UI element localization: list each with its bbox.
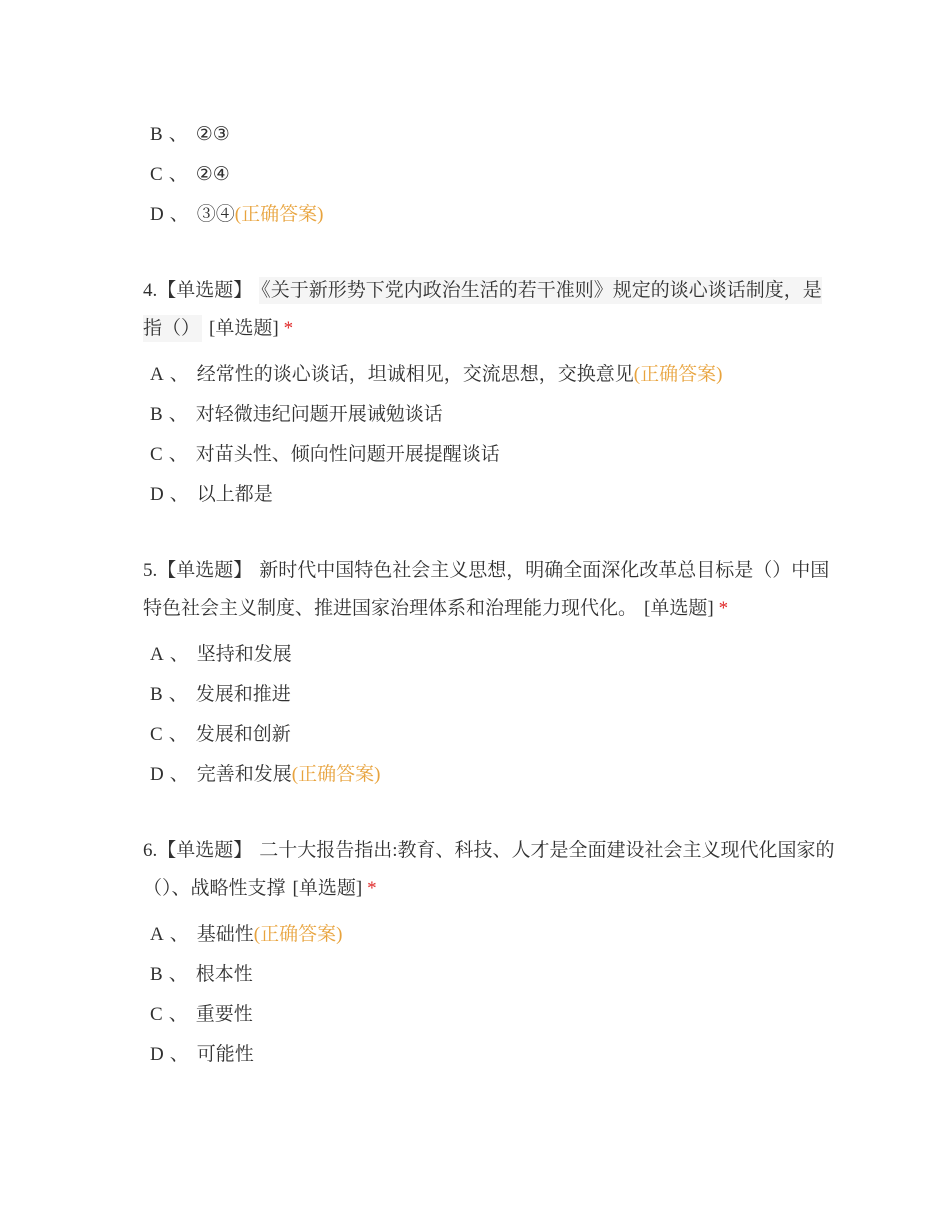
option-row [150,115,838,155]
option-label: C [150,1004,163,1025]
option-label: C [150,164,163,185]
option-label: C [150,444,163,465]
option-separator: 、 [168,444,188,465]
question-type-tag: 【单选题】 [157,560,253,581]
question-number: 6. [143,840,158,861]
option-text: ②③ [195,124,230,145]
option-separator: 、 [168,124,188,145]
question-text-highlighted: 《关于新形势下党内政治生活的若干准则》规定的谈心谈话制度，是指（） [143,277,822,342]
option-label: D [150,484,164,505]
option-separator: 、 [168,1004,188,1025]
correct-answer-tag: (正确答案) [234,204,324,225]
option-row [150,475,838,515]
option-text: 发展和创新 [195,724,291,745]
option-row [150,915,838,955]
option-separator: 、 [169,924,189,945]
quiz-content [143,115,838,1075]
option-row [150,755,838,795]
option-row [150,1035,838,1075]
question-type-suffix: [单选题] [644,598,714,619]
option-row [150,715,838,755]
option-text: 基础性 [196,924,254,945]
required-asterisk: * [367,878,377,899]
option-label: B [150,684,163,705]
option-separator: 、 [168,404,188,425]
question-number: 4. [143,280,158,301]
options-list [143,355,838,515]
correct-answer-tag: (正确答案) [253,924,343,945]
option-row [150,995,838,1035]
question-type-tag: 【单选题】 [157,840,253,861]
option-row [150,195,838,235]
options-list [143,915,838,1075]
option-separator: 、 [169,764,189,785]
correct-answer-tag: (正确答案) [291,764,381,785]
option-text: 经常性的谈心谈话，坦诚相见，交流思想，交换意见 [196,364,634,385]
option-separator: 、 [169,364,189,385]
option-text: 根本性 [195,964,253,985]
question-type-suffix: [单选题] [292,878,363,899]
option-label: A [150,364,164,385]
option-separator: 、 [169,484,189,505]
correct-answer-tag: (正确答案) [633,364,723,385]
question-text [143,552,838,628]
question-block-partial [143,115,838,235]
option-label: D [150,764,164,785]
option-text: 对轻微违纪问题开展诫勉谈话 [195,404,443,425]
option-text: ②④ [195,164,230,185]
required-asterisk: * [718,598,729,619]
option-separator: 、 [168,164,188,185]
question-text [143,832,838,908]
option-text: 坚持和发展 [196,644,292,665]
question-text-plain: 二十大报告指出:教育、科技、人才是全面建设社会主义现代化国家的（）、战略性支撑 [143,840,835,899]
option-row [150,395,838,435]
option-separator: 、 [169,1044,189,1065]
option-text: 对苗头性、倾向性问题开展提醒谈话 [195,444,500,465]
option-label: B [150,404,163,425]
option-label: B [150,964,163,985]
option-separator: 、 [168,724,188,745]
question-text-plain: 新时代中国特色社会主义思想，明确全面深化改革总目标是（）中国特色社会主义制度、推进国家治理体系和治理能力现代化。 [143,560,830,619]
option-text: 以上都是 [196,484,273,505]
option-separator: 、 [169,644,189,665]
question-block-4 [143,272,838,515]
option-text: 可能性 [196,1044,254,1065]
option-separator: 、 [169,204,189,225]
option-row [150,675,838,715]
question-block-6 [143,832,838,1075]
option-text: ③④ [196,204,235,225]
option-row [150,355,838,395]
option-separator: 、 [168,964,188,985]
option-label: B [150,124,163,145]
option-text: 发展和推进 [195,684,291,705]
option-label: D [150,1044,164,1065]
question-type-suffix: [单选题] [209,318,279,339]
option-row [150,955,838,995]
option-label: D [150,204,164,225]
option-label: C [150,724,163,745]
required-asterisk: * [283,318,294,339]
option-label: A [150,644,164,665]
option-row [150,155,838,195]
option-text: 重要性 [195,1004,253,1025]
options-list [143,115,838,235]
question-block-5 [143,552,838,795]
question-type-tag: 【单选题】 [157,280,253,301]
option-row [150,435,838,475]
question-text [143,272,838,348]
option-separator: 、 [168,684,188,705]
question-number: 5. [143,560,158,581]
option-row [150,635,838,675]
options-list [143,635,838,795]
option-label: A [150,924,164,945]
option-text: 完善和发展 [196,764,292,785]
